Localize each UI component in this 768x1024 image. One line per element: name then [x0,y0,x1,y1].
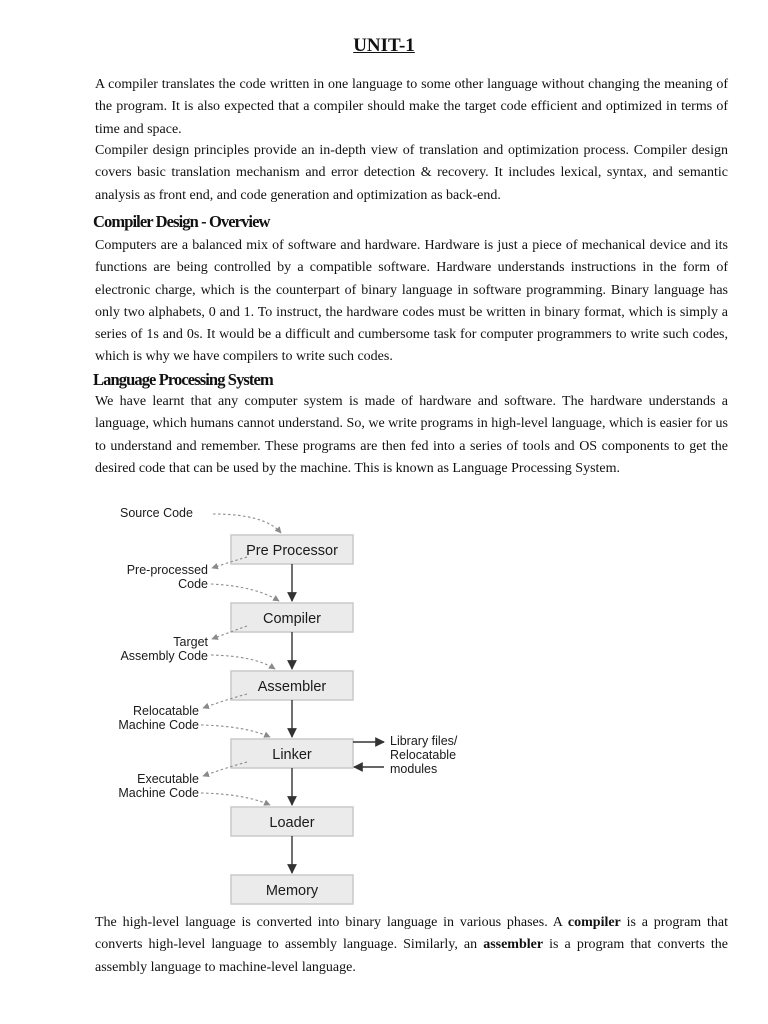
box-linker [231,739,353,768]
box-linker-label: Linker [272,747,312,763]
label-target-1: Target [173,635,208,649]
term-compiler: compiler [567,915,621,930]
box-memory-label: Memory [265,883,319,899]
label-relocatable-2: Machine Code [118,718,199,732]
dashed-arrow-target-in [211,655,275,669]
dashed-arrow-assembler-out [203,694,247,708]
dashed-arrow-source [213,514,281,533]
label-relocatable-1: Relocatable [132,704,199,718]
lps-paragraph: We have learnt that any computer system is made of hardware and software. The hardware understands a language, which humans cannot understand. So, we write programs in high-level language, which is easier for us to understand and remember. These programs are then fed into a series of tools and OS components to get the desired code that can be used by the machine. This is known as Language Processing System. [95,394,728,476]
label-library-3: modules [390,762,438,776]
label-preprocessed-1: Pre-processed [126,563,208,577]
dashed-arrow-linker-out [203,762,247,776]
lps-heading: Language Processing System [93,370,273,389]
language-processing-diagram [95,500,495,910]
closing-text-3: is a program that converts the assembly language to machine-level language. [95,937,728,975]
page-title: UNIT-1 [353,35,415,56]
box-assembler-label: Assembler [257,679,327,695]
box-compiler [231,603,353,632]
box-compiler-label: Compiler [262,611,322,627]
intro-paragraph-1: A compiler translates the code written in one language to some other language without changing the meaning of the program. It is also expected that a compiler should make the target code efficient and optimized in terms of time and space. [95,77,728,137]
box-pre-processor-label: Pre Processor [246,543,338,559]
label-preprocessed-2: Code [178,577,208,591]
box-assembler [231,671,353,700]
term-assembler: assembler [483,937,544,953]
dashed-arrow-preprocessed-in [211,584,279,601]
overview-paragraph: Computers are a balanced mix of software and hardware. Hardware is just a piece of mechanical device and its functions are being controlled by a compatible software. Hardware understands instructions in the form of electronic charge, which is the counterpart of binary language in software programming. Binary language has only two alphabets, 0 and 1. To instruct, the hardware codes must be written in binary format, which is simply a series of 1s and 0s. It would be a difficult and cumbersome task for computer programmers to write such codes, which is why we have compilers to write such codes. [95,238,728,365]
box-memory [231,875,353,904]
label-target-2: Assembly Code [120,649,208,663]
closing-text-2: is a program that converts high-level language to assembly language. Similarly, an [95,915,728,953]
label-library-2: Relocatable [390,748,457,762]
label-library-1: Library files/ [390,734,458,748]
closing-paragraph [95,912,728,979]
label-source-code: Source Code [120,506,193,520]
dashed-arrow-executable-in [201,793,270,805]
overview-heading: Compiler Design - Overview [93,212,270,231]
box-loader [231,807,353,836]
label-executable-2: Machine Code [118,786,199,800]
box-loader-label: Loader [269,815,315,831]
intro-paragraph-2: Compiler design principles provide an in-depth view of translation and optimization process. Compiler design covers basic translation mechanism and error detection & recovery. It includes lexical, syntax, and semantic analysis as front end, and code generation and optimization as back-end. [95,143,728,203]
closing-text-1: The high-level language is converted into binary language in various phases. A [95,915,568,930]
label-executable-1: Executable [137,772,199,786]
dashed-arrow-relocatable-in [201,725,270,737]
box-pre-processor [231,535,353,564]
